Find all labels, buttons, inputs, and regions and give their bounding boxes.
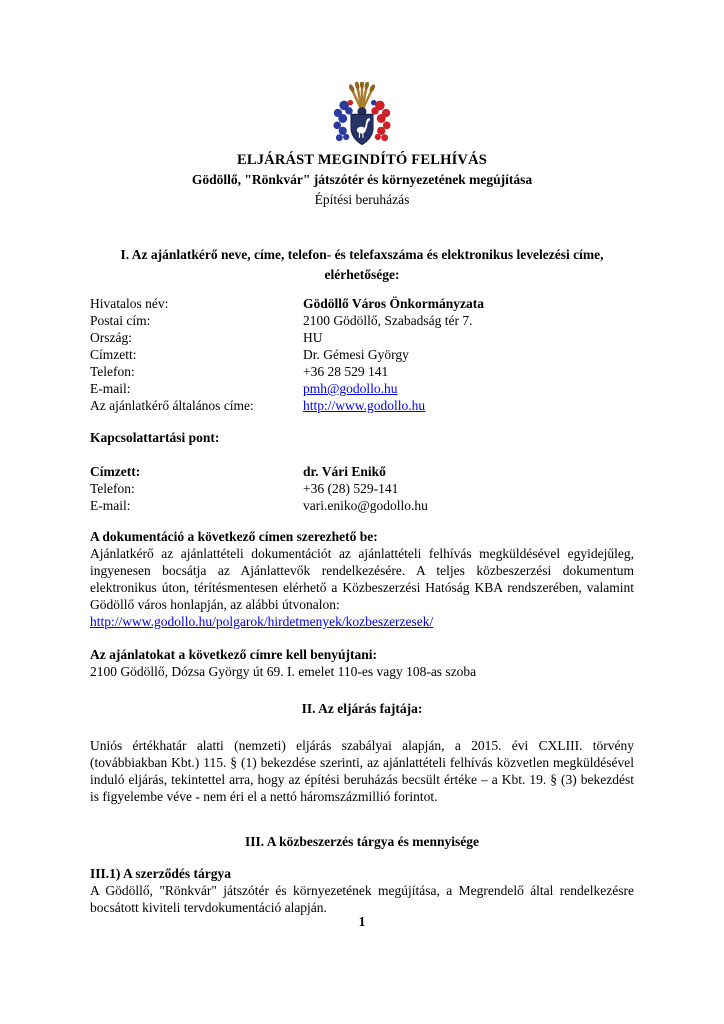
documentation-url-link[interactable]: http://www.godollo.hu/polgarok/hirdetmenyek/kozbeszerzesek/ [90, 614, 434, 629]
info-row-official-name [90, 295, 634, 312]
info-label: Postai cím: [90, 313, 151, 328]
documentation-paragraph: Ajánlatkérő az ajánlattételi dokumentációt az ajánlattételi felhívás megküldésével egyidejűleg, ingyenesen bocsátja az Ajánlattevők rendelkezésére. A teljes közbeszerzési dokumentum elektronikus úton, térítésmentesen elérhető a Közbeszerzési Hatóság KBA rendszerében, valamint Gödöllő város honlapján, az alábbi útvonalon: [90, 546, 634, 612]
info-label: Telefon: [90, 481, 135, 496]
info-label: Ország: [90, 330, 132, 345]
document-subtitle-secondary: Építési beruházás [314, 192, 410, 207]
info-value: +36 28 529 141 [303, 364, 389, 379]
contact-point-heading: Kapcsolattartási pont: [90, 430, 220, 445]
info-row-email [90, 380, 634, 397]
info-label: E-mail: [90, 381, 131, 396]
info-label: Hivatalos név: [90, 296, 169, 311]
info-value: dr. Vári Enikő [303, 464, 386, 479]
info-value: 2100 Gödöllő, Szabadság tér 7. [303, 313, 473, 328]
info-value: Gödöllő Város Önkormányzata [303, 296, 485, 311]
page-number: 1 [358, 914, 366, 929]
section-3-1-paragraph: A Gödöllő, "Rönkvár" játszótér és környezetének megújítása, a Megrendelő által rendelkezésre bocsátott kiviteli tervdokumentáció alapján. [90, 883, 634, 915]
section-3-1-subheading: III.1) A szerződés tárgya [90, 866, 231, 881]
header-block [90, 150, 634, 210]
info-value: Dr. Gémesi György [303, 347, 409, 362]
contact-row-phone [90, 480, 634, 497]
info-value: +36 (28) 529-141 [303, 481, 399, 496]
contact-row-addressee [90, 463, 634, 480]
submission-heading: Az ajánlatokat a következő címre kell benyújtani: [90, 647, 377, 662]
info-label: Címzett: [90, 464, 141, 479]
website-link[interactable]: http://www.godollo.hu [303, 398, 426, 413]
info-label: Telefon: [90, 364, 135, 379]
section-1-heading: I. Az ajánlatkérő neve, címe, telefon- és telefaxszáma és elektronikus levelezési címe, elérhetősége: [120, 247, 604, 282]
section-3-heading: III. A közbeszerzés tárgya és mennyisége [245, 834, 479, 849]
info-row-country [90, 329, 634, 346]
email-link[interactable]: pmh@godollo.hu [303, 381, 398, 396]
info-label: Az ajánlatkérő általános címe: [90, 398, 254, 413]
godollo-coat-of-arms-icon [327, 82, 397, 148]
info-row-postal-address [90, 312, 634, 329]
section-2-heading: II. Az eljárás fajtája: [301, 701, 423, 716]
documentation-heading: A dokumentáció a következő címen szerezhető be: [90, 529, 378, 544]
info-row-phone [90, 363, 634, 380]
contact-row-email [90, 497, 634, 514]
info-value: vari.eniko@godollo.hu [303, 498, 428, 513]
document-content [90, 0, 634, 916]
document-subtitle: Gödöllő, "Rönkvár" játszótér és környezetének megújítása [191, 172, 533, 187]
info-row-addressee [90, 346, 634, 363]
submission-address: 2100 Gödöllő, Dózsa György út 69. I. emelet 110-es vagy 108-as szoba [90, 664, 477, 679]
info-label: Címzett: [90, 347, 137, 362]
section-2-paragraph: Uniós értékhatár alatti (nemzeti) eljárás szabályai alapján, a 2015. évi CXLIII. törvény (továbbiakban Kbt.) 115. § (1) bekezdése szerinti, az ajánlattételi felhívás közvetlen megküldésével induló eljárás, tekintettel arra, hogy az építési beruházás becsült értéke – a Kbt. 19. § (3) bekezdést is figyelembe véve - nem éri el a nettó háromszázmillió forintot. [90, 738, 634, 804]
info-value: HU [303, 330, 323, 345]
contact-point-table [90, 463, 634, 514]
info-label: E-mail: [90, 498, 131, 513]
document-title: ELJÁRÁST MEGINDÍTÓ FELHÍVÁS [236, 152, 488, 168]
crest-container [90, 82, 634, 148]
info-row-general-address [90, 397, 634, 414]
contact-info-table [90, 295, 634, 414]
